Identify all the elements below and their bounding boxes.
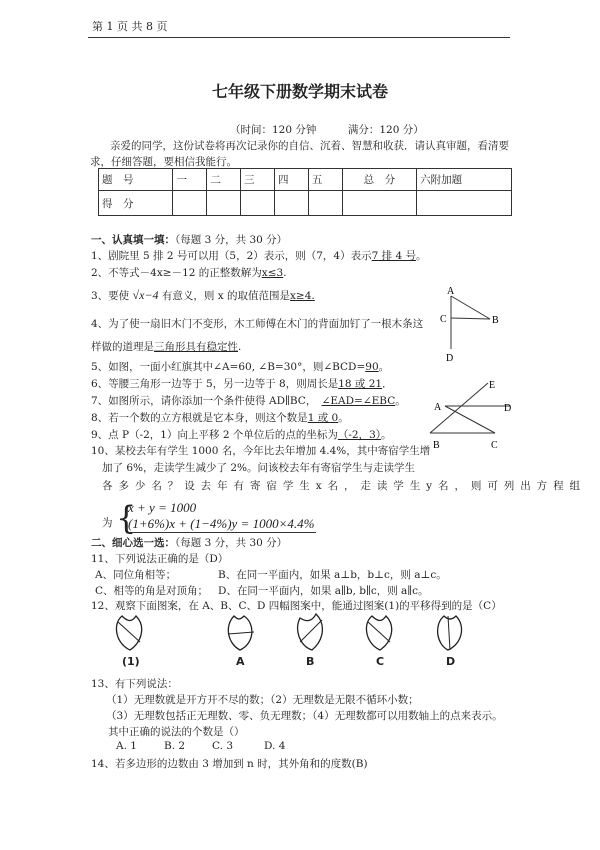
label-a: A [447, 286, 455, 297]
page-title: 七年级下册数学期末试卷 [211, 82, 388, 101]
header-divider [88, 37, 510, 38]
option-b: B. 2 [164, 740, 186, 752]
pattern-label-c: C [376, 655, 385, 668]
table-header: 四 [275, 169, 309, 191]
answer: ∠EAD=∠EBC [321, 395, 396, 407]
equation-prefix: 为 [102, 517, 113, 529]
section-1-heading [91, 232, 287, 247]
leaf-patterns [100, 612, 480, 654]
table-header: 总 分 [342, 169, 416, 191]
leaf-pattern-1 [116, 616, 141, 650]
score-cell [342, 191, 416, 216]
heading-note: （每题 3 分，共 30 分） [175, 234, 288, 246]
score-cell [241, 191, 275, 216]
equation-2: (1+6%)x + (1−4%)y = 1000×4.4% [128, 516, 315, 531]
option-a: A. 1 [116, 740, 137, 752]
page-info: 第 1 页 共 8 页 [92, 20, 168, 33]
question-11: 11、下列说法正确的是（D） [91, 553, 229, 565]
answer: x≥4. [290, 290, 315, 302]
table-header: 一 [173, 169, 207, 191]
table-header: 二 [207, 169, 241, 191]
score-cell [207, 191, 241, 216]
subtitle: （时间：120 分钟 满分：120 分） [230, 124, 424, 136]
score-table [98, 168, 512, 216]
question-9: 9、点 P（-2，1）向上平移 2 个单位后的点的坐标为（-2，3）。 [91, 429, 392, 441]
flag-figure [430, 284, 510, 364]
brace-icon: { [116, 499, 137, 537]
option-d: D、在同一平面内，如果 a∥b, b∥c，则 a∥c。 [218, 585, 429, 597]
score-cell [308, 191, 342, 216]
label-a: A [434, 402, 442, 413]
question-4-line-1: 4、为了使一扇旧木门不变形，木工师傅在木门的背面加钉了一根木条这 [91, 318, 424, 330]
equation-1: x + y = 1000 [128, 500, 197, 515]
label-c: C [440, 314, 447, 325]
score-cell [417, 191, 512, 216]
sqrt-expression: √x−4 [132, 288, 159, 302]
answer: 三角形具有稳定性 [154, 341, 238, 353]
question-10-line-1: 10、某校去年有学生 1000 名，今年比去年增加 4.4%，其中寄宿学生增 [91, 445, 431, 457]
question-10-line-2: 加了 6%，走读学生减少了 2%。问该校去年有寄宿学生与走读学生 [102, 462, 415, 474]
label-d: D [504, 403, 512, 414]
question-7: 7、如图所示，请你添加一个条件使得 AD∥BC， ∠EAD=∠EBC。 [91, 395, 406, 407]
label-c: C [491, 440, 498, 450]
heading-text: 二、细心选一选： [91, 537, 175, 549]
table-header: 五 [308, 169, 342, 191]
statement-line-3: 其中正确的说法的个数是（） [108, 726, 245, 738]
leaf-pattern-c [366, 616, 391, 650]
question-6: 6、等腰三角形一边等于 5，另一边等于 8，则周长是18 或 21． [91, 378, 393, 390]
question-10-line-3: 各 多 少 名 ？ 设 去 年 有 寄 宿 学 生 x 名 ， 走 读 学 生 y 名 ， 则 可 列 出 方 程 组 [102, 480, 582, 492]
table-header: 六附加题 [417, 169, 512, 191]
option-c: C、相等的角是对顶角； [95, 585, 209, 597]
statement-line-1: （1）无理数就是开方开不尽的数；（2）无理数是无限不循环小数； [106, 694, 419, 706]
label-d: D [446, 353, 454, 364]
answer: （-2，3） [337, 429, 382, 441]
row-label: 得 分 [99, 191, 173, 216]
question-14: 14、若多边形的边数由 3 增加到 n 时，其外角和的度数(B) [91, 758, 368, 770]
question-5: 5、如图，一面小红旗其中∠A=60, ∠B=30°，则∠BCD=90。 [91, 361, 390, 373]
option-c: C. 3 [212, 740, 234, 752]
intro-line-2: 求，仔细答题，要相信我能行。 [90, 156, 237, 168]
option-d: D. 4 [264, 740, 286, 752]
pattern-label-b: B [306, 655, 315, 668]
answer: 7 排 4 号 [371, 250, 416, 262]
answer: 90 [365, 361, 379, 373]
pattern-label-a: A [236, 655, 245, 668]
question-4-line-2: 样做的道理是三角形具有稳定性. [91, 341, 242, 353]
option-a: A、同位角相等； [95, 569, 177, 581]
label-b: B [492, 315, 499, 326]
parallel-figure [425, 378, 515, 450]
heading-note: （每题 3 分，共 30 分） [175, 537, 288, 549]
question-3: 3、要使 √x−4 有意义，则 x 的取值范围是x≥4. [91, 288, 315, 302]
table-header: 三 [241, 169, 275, 191]
question-12: 12、观察下面图案，在 A、B、C、D 四幅图案中，能通过图案(1)的平移得到的是（C） [91, 600, 502, 612]
table-header: 题 号 [99, 169, 173, 191]
label-b: B [433, 440, 440, 450]
question-13: 13、有下列说法： [91, 678, 178, 690]
heading-text: 一、认真填一填： [91, 234, 175, 246]
section-2-heading [91, 535, 287, 550]
leaf-pattern-d [438, 616, 462, 650]
label-e: E [489, 380, 496, 391]
score-cell [275, 191, 309, 216]
statement-line-2: （3）无理数包括正无理数、零、负无理数；（4）无理数都可以用数轴上的点来表示。 [106, 710, 503, 722]
answer: 1 或 0 [307, 412, 339, 424]
score-cell [173, 191, 207, 216]
question-1: 1、剧院里 5 排 2 号可以用（5，2）表示，则（7，4）表示7 排 4 号。 [91, 250, 427, 262]
pattern-label-1: (1) [122, 655, 140, 668]
pattern-label-d: D [446, 655, 456, 668]
answer: 18 或 21 [338, 378, 383, 390]
leaf-pattern-b [298, 614, 323, 650]
leaf-pattern-a [228, 616, 254, 650]
question-8: 8、若一个数的立方根就是它本身，则这个数是1 或 0。 [91, 412, 349, 424]
answer: x≤3 [261, 267, 284, 279]
option-b: B、在同一平面内，如果 a⊥b，b⊥c，则 a⊥c。 [218, 569, 447, 581]
question-2: 2、不等式－4x≥－12 的正整数解为x≤3. [91, 267, 287, 279]
intro-line-1: 亲爱的同学，这份试卷将再次记录你的自信、沉着、智慧和收获．请认真审题，看清要 [110, 140, 509, 152]
